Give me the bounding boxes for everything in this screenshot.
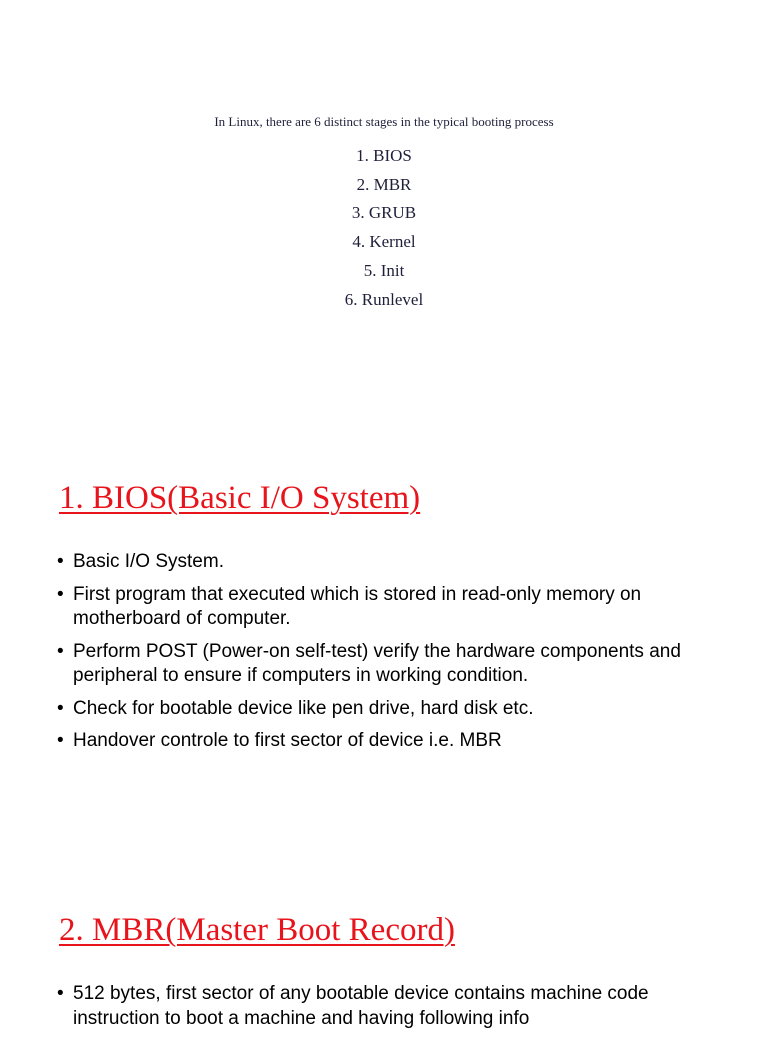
- bullet-text: First program that executed which is stored in read-only memory on motherboard of computer.: [73, 583, 642, 629]
- bullet-item: [57, 697, 717, 722]
- intro-text: In Linux, there are 6 distinct stages in the typical booting process: [214, 114, 554, 129]
- bullet-text: Basic I/O System.: [73, 551, 224, 572]
- slide-mbr: [0, 860, 768, 1029]
- stage-item-grub: 3. GRUB: [351, 203, 417, 223]
- bullet-text: 512 bytes, first sector of any bootable device contains machine code instruction to boot a machine and having following info: [73, 983, 649, 1029]
- stage-item-runlevel: 6. Runlevel: [344, 289, 424, 309]
- bios-title: 1. BIOS(Basic I/O System): [59, 480, 421, 516]
- slide-bios: [0, 430, 768, 860]
- bullet-item: [57, 640, 717, 689]
- bullet-icon: •: [57, 983, 64, 1004]
- stage-item-init: 5. Init: [363, 260, 405, 280]
- stage-item-kernel: 4. Kernel: [352, 232, 416, 252]
- bullet-icon: •: [57, 640, 64, 662]
- slide-boot-stages: [0, 0, 768, 430]
- stage-item-mbr: 2. MBR: [356, 174, 412, 194]
- bullet-text: Check for bootable device like pen drive, hard disk etc.: [73, 697, 534, 719]
- stage-item-bios: 1. BIOS: [356, 146, 412, 165]
- mbr-bullet-list: [57, 982, 717, 1039]
- bullet-item: [57, 583, 717, 632]
- mbr-title: 2. MBR(Master Boot Record): [59, 912, 455, 948]
- bullet-icon: •: [57, 730, 64, 751]
- bullet-icon: •: [57, 697, 64, 719]
- bullet-item: [57, 550, 717, 575]
- bullet-icon: •: [57, 551, 64, 572]
- bullet-icon: •: [57, 583, 64, 605]
- bios-bullet-list: [57, 550, 717, 762]
- boot-stages-list: [0, 142, 768, 314]
- bullet-text: Perform POST (Power-on self-test) verify the hardware components and peripheral to ensure if computers in working condition.: [73, 640, 681, 686]
- bullet-item: [57, 729, 717, 754]
- bullet-text: Handover controle to first sector of device i.e. MBR: [73, 730, 502, 751]
